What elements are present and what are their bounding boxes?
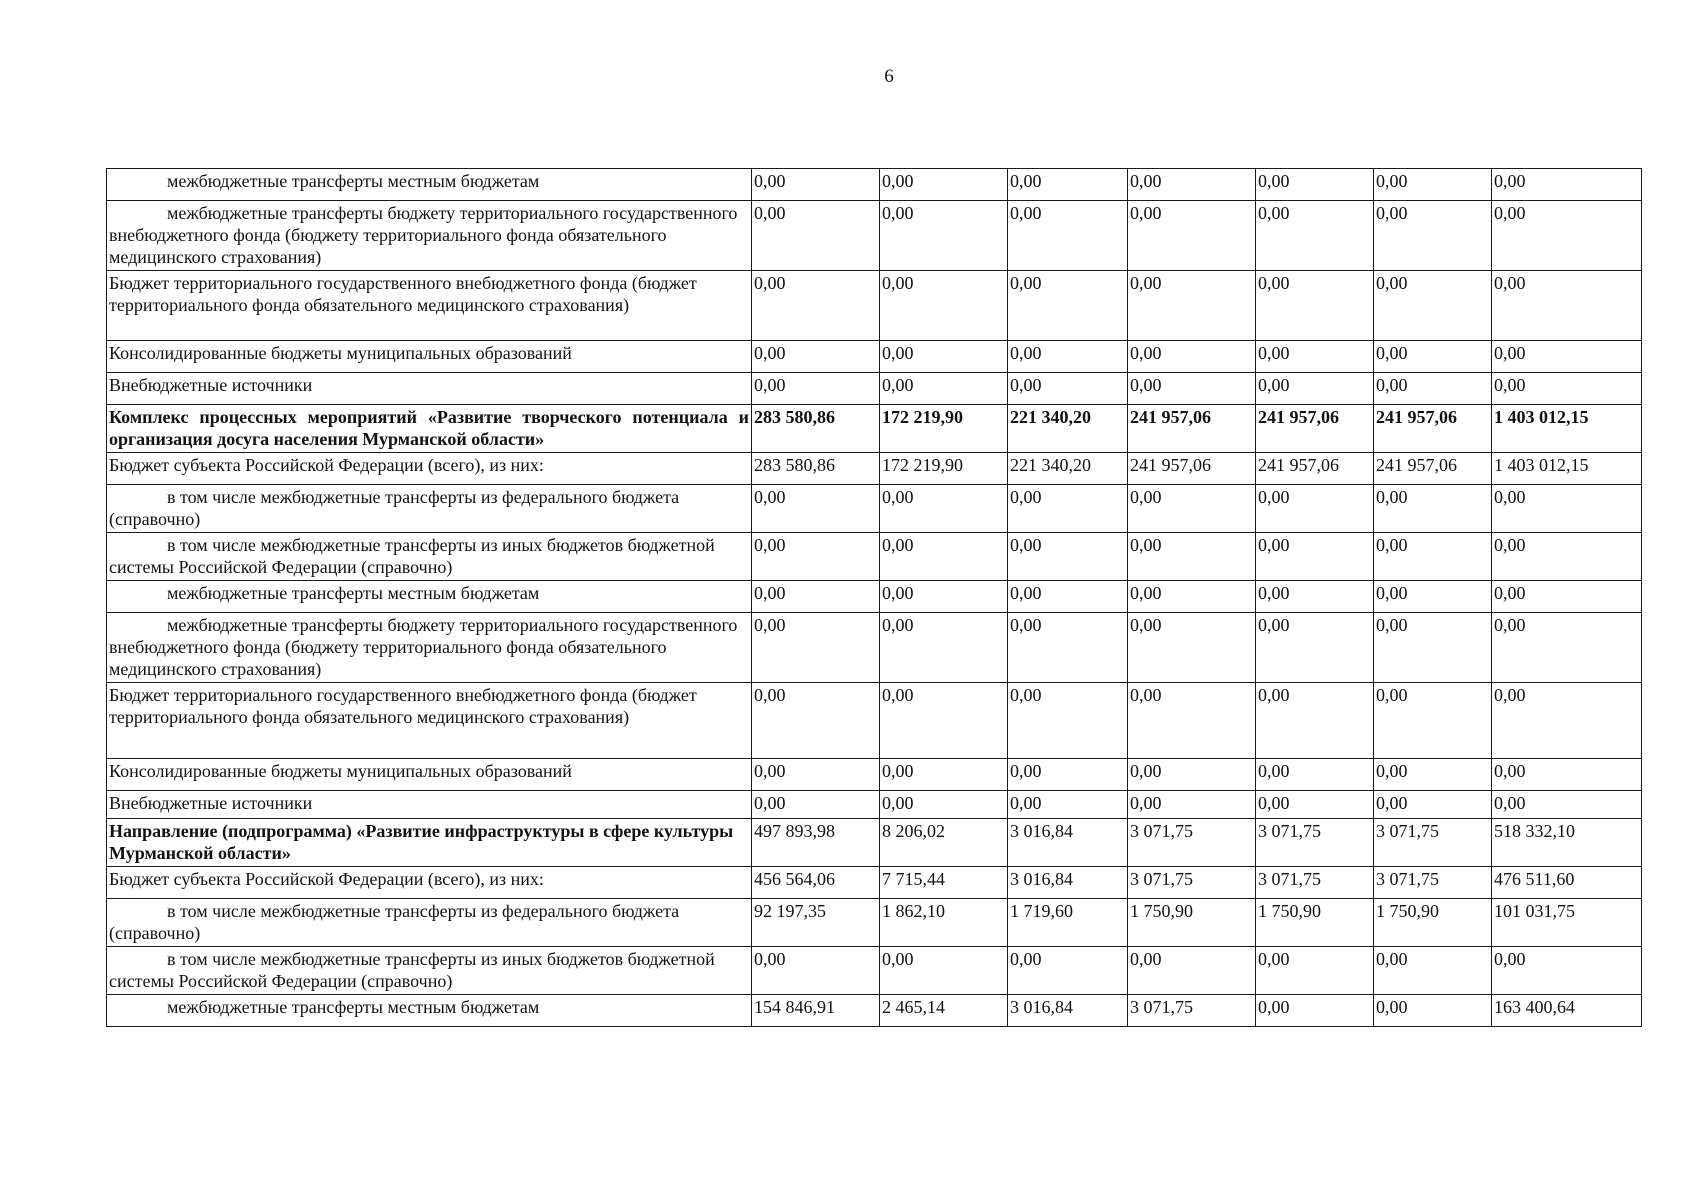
cell-value: 241 957,06 (1374, 405, 1492, 453)
cell-value: 0,00 (1374, 485, 1492, 533)
cell-value: 0,00 (1008, 683, 1128, 759)
cell-value: 0,00 (1128, 201, 1256, 271)
cell-value: 0,00 (1128, 683, 1256, 759)
row-label: в том числе межбюджетные трансферты из иных бюджетов бюджетной системы Российской Федерации (справочно) (107, 947, 752, 995)
cell-value: 3 071,75 (1256, 867, 1374, 899)
table-row (107, 581, 1642, 613)
table-row (107, 759, 1642, 791)
cell-value: 0,00 (880, 271, 1008, 341)
cell-value: 0,00 (1256, 373, 1374, 405)
table-row (107, 533, 1642, 581)
cell-value: 0,00 (1256, 613, 1374, 683)
cell-value: 241 957,06 (1128, 453, 1256, 485)
cell-value: 0,00 (1492, 613, 1642, 683)
cell-value: 0,00 (880, 947, 1008, 995)
cell-value: 172 219,90 (880, 453, 1008, 485)
cell-value: 0,00 (1128, 169, 1256, 201)
cell-value: 0,00 (1128, 759, 1256, 791)
cell-value: 0,00 (1374, 201, 1492, 271)
cell-value: 0,00 (1492, 791, 1642, 819)
cell-value: 3 071,75 (1374, 819, 1492, 867)
table-row (107, 169, 1642, 201)
cell-value: 7 715,44 (880, 867, 1008, 899)
cell-value: 1 862,10 (880, 899, 1008, 947)
cell-value: 2 465,14 (880, 995, 1008, 1027)
cell-value: 1 403 012,15 (1492, 453, 1642, 485)
cell-value: 221 340,20 (1008, 405, 1128, 453)
cell-value: 0,00 (880, 759, 1008, 791)
cell-value: 0,00 (1008, 581, 1128, 613)
cell-value: 0,00 (1128, 613, 1256, 683)
cell-value: 0,00 (880, 683, 1008, 759)
cell-value: 1 750,90 (1256, 899, 1374, 947)
cell-value: 0,00 (1374, 341, 1492, 373)
cell-value: 0,00 (1128, 373, 1256, 405)
cell-value: 0,00 (1128, 341, 1256, 373)
row-label: Бюджет территориального государственного внебюджетного фонда (бюджет территориального фонда обязательного медицинского страхования) (107, 271, 752, 341)
cell-value: 1 403 012,15 (1492, 405, 1642, 453)
cell-value: 3 071,75 (1374, 867, 1492, 899)
cell-value: 0,00 (1492, 373, 1642, 405)
table-row (107, 995, 1642, 1027)
cell-value: 0,00 (752, 485, 880, 533)
cell-value: 0,00 (1256, 995, 1374, 1027)
cell-value: 0,00 (1256, 271, 1374, 341)
cell-value: 0,00 (1492, 683, 1642, 759)
cell-value: 0,00 (880, 533, 1008, 581)
cell-value: 3 071,75 (1128, 867, 1256, 899)
cell-value: 0,00 (1008, 947, 1128, 995)
cell-value: 0,00 (880, 485, 1008, 533)
cell-value: 283 580,86 (752, 453, 880, 485)
cell-value: 0,00 (1256, 341, 1374, 373)
cell-value: 0,00 (1128, 271, 1256, 341)
cell-value: 241 957,06 (1374, 453, 1492, 485)
cell-value: 0,00 (1492, 485, 1642, 533)
cell-value: 0,00 (1008, 791, 1128, 819)
cell-value: 1 750,90 (1128, 899, 1256, 947)
row-label: Бюджет субъекта Российской Федерации (всего), из них: (107, 867, 752, 899)
cell-value: 497 893,98 (752, 819, 880, 867)
table-row (107, 683, 1642, 759)
cell-value: 0,00 (1128, 791, 1256, 819)
row-label: в том числе межбюджетные трансферты из иных бюджетов бюджетной системы Российской Федерации (справочно) (107, 533, 752, 581)
table-row (107, 201, 1642, 271)
cell-value: 3 071,75 (1256, 819, 1374, 867)
table-row (107, 819, 1642, 867)
cell-value: 0,00 (1374, 759, 1492, 791)
cell-value: 3 071,75 (1128, 995, 1256, 1027)
cell-value: 0,00 (752, 533, 880, 581)
cell-value: 456 564,06 (752, 867, 880, 899)
cell-value: 0,00 (880, 581, 1008, 613)
cell-value: 0,00 (1374, 581, 1492, 613)
cell-value: 0,00 (1008, 341, 1128, 373)
cell-value: 0,00 (880, 373, 1008, 405)
cell-value: 0,00 (1374, 169, 1492, 201)
cell-value: 0,00 (752, 791, 880, 819)
cell-value: 0,00 (1492, 169, 1642, 201)
row-label: Внебюджетные источники (107, 373, 752, 405)
cell-value: 0,00 (1374, 613, 1492, 683)
table-row (107, 373, 1642, 405)
row-label: межбюджетные трансферты бюджету территориального государственного внебюджетного фонда (бюджету территориального фонда обязательного медицинского страхования) (107, 201, 752, 271)
cell-value: 0,00 (1492, 759, 1642, 791)
row-label: межбюджетные трансферты местным бюджетам (107, 995, 752, 1027)
cell-value: 8 206,02 (880, 819, 1008, 867)
cell-value: 0,00 (752, 201, 880, 271)
cell-value: 0,00 (1256, 683, 1374, 759)
cell-value: 163 400,64 (1492, 995, 1642, 1027)
cell-value: 0,00 (1128, 947, 1256, 995)
row-label: межбюджетные трансферты местным бюджетам (107, 169, 752, 201)
cell-value: 221 340,20 (1008, 453, 1128, 485)
cell-value: 0,00 (1008, 759, 1128, 791)
cell-value: 0,00 (1256, 947, 1374, 995)
cell-value: 0,00 (1492, 947, 1642, 995)
cell-value: 0,00 (880, 169, 1008, 201)
cell-value: 0,00 (1008, 271, 1128, 341)
table-row (107, 405, 1642, 453)
cell-value: 283 580,86 (752, 405, 880, 453)
row-label: межбюджетные трансферты бюджету территориального государственного внебюджетного фонда (бюджету территориального фонда обязательного медицинского страхования) (107, 613, 752, 683)
cell-value: 0,00 (1374, 373, 1492, 405)
cell-value: 0,00 (1492, 341, 1642, 373)
table-row (107, 947, 1642, 995)
cell-value: 0,00 (752, 613, 880, 683)
cell-value: 1 719,60 (1008, 899, 1128, 947)
cell-value: 0,00 (1374, 533, 1492, 581)
cell-value: 3 016,84 (1008, 867, 1128, 899)
table-row (107, 899, 1642, 947)
cell-value: 0,00 (1492, 201, 1642, 271)
cell-value: 0,00 (752, 169, 880, 201)
cell-value: 1 750,90 (1374, 899, 1492, 947)
cell-value: 0,00 (1256, 791, 1374, 819)
cell-value: 0,00 (752, 947, 880, 995)
cell-value: 241 957,06 (1256, 453, 1374, 485)
cell-value: 0,00 (1008, 169, 1128, 201)
cell-value: 0,00 (1256, 581, 1374, 613)
cell-value: 0,00 (1374, 995, 1492, 1027)
cell-value: 241 957,06 (1128, 405, 1256, 453)
row-label: Внебюджетные источники (107, 791, 752, 819)
cell-value: 3 016,84 (1008, 819, 1128, 867)
cell-value: 154 846,91 (752, 995, 880, 1027)
page-number: 6 (884, 66, 894, 87)
cell-value: 0,00 (1008, 201, 1128, 271)
row-label: межбюджетные трансферты местным бюджетам (107, 581, 752, 613)
table-row (107, 791, 1642, 819)
cell-value: 172 219,90 (880, 405, 1008, 453)
row-label: Консолидированные бюджеты муниципальных образований (107, 341, 752, 373)
cell-value: 0,00 (1374, 271, 1492, 341)
cell-value: 0,00 (1374, 791, 1492, 819)
row-label: Комплекс процессных мероприятий «Развитие творческого потенциала и организация досуга населения Мурманской области» (107, 405, 752, 453)
cell-value: 0,00 (880, 341, 1008, 373)
cell-value: 101 031,75 (1492, 899, 1642, 947)
cell-value: 0,00 (1128, 533, 1256, 581)
cell-value: 0,00 (1008, 533, 1128, 581)
cell-value: 476 511,60 (1492, 867, 1642, 899)
table-row (107, 485, 1642, 533)
row-label: Бюджет территориального государственного внебюджетного фонда (бюджет территориального фонда обязательного медицинского страхования) (107, 683, 752, 759)
cell-value: 3 071,75 (1128, 819, 1256, 867)
row-label: в том числе межбюджетные трансферты из федерального бюджета (справочно) (107, 899, 752, 947)
cell-value: 0,00 (1492, 533, 1642, 581)
cell-value: 0,00 (752, 373, 880, 405)
cell-value: 92 197,35 (752, 899, 880, 947)
table-row (107, 867, 1642, 899)
cell-value: 0,00 (1492, 271, 1642, 341)
cell-value: 0,00 (880, 791, 1008, 819)
table-row (107, 613, 1642, 683)
cell-value: 241 957,06 (1256, 405, 1374, 453)
cell-value: 0,00 (752, 759, 880, 791)
cell-value: 0,00 (1008, 485, 1128, 533)
budget-table (106, 168, 1642, 1027)
row-label: Консолидированные бюджеты муниципальных образований (107, 759, 752, 791)
cell-value: 518 332,10 (1492, 819, 1642, 867)
table-row (107, 453, 1642, 485)
cell-value: 0,00 (1256, 759, 1374, 791)
cell-value: 0,00 (880, 613, 1008, 683)
cell-value: 0,00 (1256, 485, 1374, 533)
cell-value: 0,00 (752, 271, 880, 341)
table-row (107, 271, 1642, 341)
cell-value: 0,00 (1128, 581, 1256, 613)
cell-value: 0,00 (1256, 169, 1374, 201)
cell-value: 0,00 (1374, 947, 1492, 995)
cell-value: 0,00 (1374, 683, 1492, 759)
cell-value: 0,00 (1008, 373, 1128, 405)
cell-value: 3 016,84 (1008, 995, 1128, 1027)
cell-value: 0,00 (1008, 613, 1128, 683)
row-label: Направление (подпрограмма) «Развитие инфраструктуры в сфере культуры Мурманской области» (107, 819, 752, 867)
cell-value: 0,00 (1256, 533, 1374, 581)
cell-value: 0,00 (1256, 201, 1374, 271)
table-row (107, 341, 1642, 373)
cell-value: 0,00 (752, 683, 880, 759)
cell-value: 0,00 (752, 581, 880, 613)
row-label: Бюджет субъекта Российской Федерации (всего), из них: (107, 453, 752, 485)
row-label: в том числе межбюджетные трансферты из федерального бюджета (справочно) (107, 485, 752, 533)
cell-value: 0,00 (880, 201, 1008, 271)
cell-value: 0,00 (1492, 581, 1642, 613)
cell-value: 0,00 (1128, 485, 1256, 533)
cell-value: 0,00 (752, 341, 880, 373)
